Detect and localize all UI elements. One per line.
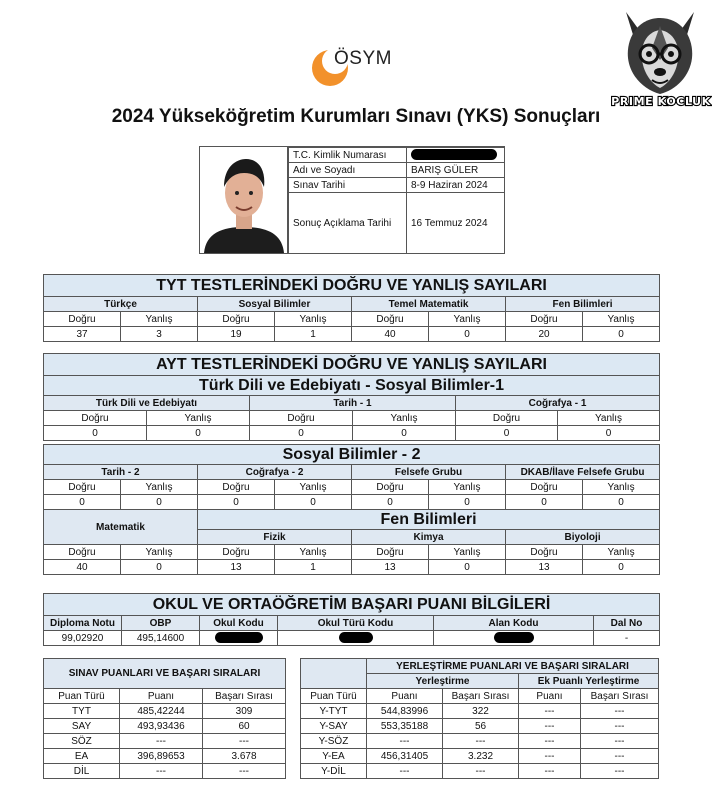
col-label: Doğru xyxy=(506,480,583,495)
score-value: 396,89653 xyxy=(120,749,203,764)
score-value: 493,93436 xyxy=(120,719,203,734)
col-label: Yanlış xyxy=(429,312,506,327)
score-cell: 13 xyxy=(352,560,429,575)
score-header: Başarı Sırası xyxy=(203,689,286,704)
obp-title: OKUL VE ORTAÖĞRETİM BAŞARI PUANI BİLGİLERİ xyxy=(44,594,660,616)
col-label: Doğru xyxy=(44,312,121,327)
exam-scores-panel xyxy=(43,658,285,779)
ayt-subject-header: Coğrafya - 1 xyxy=(456,396,660,411)
score-type: Y-SÖZ xyxy=(301,734,367,749)
score-cell: 0 xyxy=(558,426,660,441)
candidate-info-table xyxy=(288,147,505,254)
score-cell: 0 xyxy=(583,327,660,342)
tyt-subject-header: Sosyal Bilimler xyxy=(198,297,352,312)
name-row xyxy=(289,163,505,178)
math-header: Matematik xyxy=(44,510,198,545)
ayt-subject-header: Türk Dili ve Edebiyatı xyxy=(44,396,250,411)
score-cell: 19 xyxy=(198,327,275,342)
rank-value: --- xyxy=(443,764,519,779)
col-label: Yanlış xyxy=(583,545,660,560)
bonus-score-value: --- xyxy=(519,749,581,764)
obp-value: 495,14600 xyxy=(122,631,200,646)
bonus-score-value: --- xyxy=(519,704,581,719)
score-cell: 1 xyxy=(275,560,352,575)
tyt-subject-header: Fen Bilimleri xyxy=(506,297,660,312)
score-cell: 1 xyxy=(275,327,352,342)
ayt-title: AYT TESTLERİNDEKİ DOĞRU VE YANLIŞ SAYILARI xyxy=(44,354,660,376)
exam-date-row xyxy=(289,178,505,193)
col-label: Yanlış xyxy=(121,312,198,327)
tyt-subject-header: Temel Matematik xyxy=(352,297,506,312)
score-type: Y-DİL xyxy=(301,764,367,779)
col-label: Yanlış xyxy=(429,545,506,560)
score-header: Başarı Sırası xyxy=(581,689,659,704)
score-cell: 40 xyxy=(44,560,121,575)
score-cell: 37 xyxy=(44,327,121,342)
candidate-photo xyxy=(200,147,288,253)
exam-scores-title: SINAV PUANLARI VE BAŞARI SIRALARI xyxy=(44,659,286,689)
exam-date-label: Sınav Tarihi xyxy=(289,178,407,193)
page-title: 2024 Yükseköğretim Kurumları Sınavı (YKS) Sonuçları xyxy=(111,106,601,127)
score-cell: 0 xyxy=(353,426,456,441)
col-label: Yanlış xyxy=(583,480,660,495)
score-cell: 40 xyxy=(352,327,429,342)
name-label: Adı ve Soyadı xyxy=(289,163,407,178)
rank-value: 3.232 xyxy=(443,749,519,764)
osym-logo xyxy=(312,46,412,90)
result-date-value: 16 Temmuz 2024 xyxy=(407,193,505,254)
bonus-placement-group-header: Ek Puanlı Yerleştirme xyxy=(519,674,659,689)
tc-label: T.C. Kimlik Numarası xyxy=(289,148,407,163)
col-label: Doğru xyxy=(198,312,275,327)
ayt-subject-header: DKAB/İlave Felsefe Grubu xyxy=(506,465,660,480)
score-cell: 13 xyxy=(506,560,583,575)
fen-title: Fen Bilimleri xyxy=(198,510,660,530)
col-label: Doğru xyxy=(506,545,583,560)
tc-row xyxy=(289,148,505,163)
bonus-rank-value: --- xyxy=(581,764,659,779)
result-date-row xyxy=(289,193,505,254)
ayt-table-2 xyxy=(43,444,660,575)
bonus-rank-value: --- xyxy=(581,734,659,749)
rank-value: --- xyxy=(443,734,519,749)
col-label: Doğru xyxy=(352,545,429,560)
rank-value: 322 xyxy=(443,704,519,719)
logo-text: ÖSYM xyxy=(334,48,392,69)
score-type: SÖZ xyxy=(44,734,120,749)
field-code-redacted xyxy=(434,631,594,646)
bonus-score-value: --- xyxy=(519,734,581,749)
tyt-title: TYT TESTLERİNDEKİ DOĞRU VE YANLIŞ SAYILARI xyxy=(44,275,660,297)
person-icon xyxy=(200,147,288,253)
score-type: DİL xyxy=(44,764,120,779)
placement-scores-title: YERLEŞTİRME PUANLARI VE BAŞARI SIRALARI xyxy=(367,659,659,674)
col-label: Doğru xyxy=(506,312,583,327)
fen-subject-header: Fizik xyxy=(198,530,352,545)
placement-group-header: Yerleştirme xyxy=(367,674,519,689)
score-type: Y-TYT xyxy=(301,704,367,719)
watermark-wolf-logo xyxy=(611,4,711,114)
ayt-table-1 xyxy=(43,353,660,441)
placement-scores-table xyxy=(300,658,659,779)
fen-subject-header: Biyoloji xyxy=(506,530,660,545)
rank-value: 56 xyxy=(443,719,519,734)
col-label: Yanlış xyxy=(583,312,660,327)
wolf-icon xyxy=(612,4,708,96)
obp-header: Okul Türü Kodu xyxy=(278,616,434,631)
obp-header: Diploma Notu xyxy=(44,616,122,631)
score-header: Puanı xyxy=(367,689,443,704)
score-type: TYT xyxy=(44,704,120,719)
fen-subject-header: Kimya xyxy=(352,530,506,545)
col-label: Doğru xyxy=(456,411,558,426)
rank-value: --- xyxy=(203,734,286,749)
school-code-redacted xyxy=(200,631,278,646)
bonus-rank-value: --- xyxy=(581,719,659,734)
tyt-table xyxy=(43,274,660,342)
score-value: --- xyxy=(367,734,443,749)
diploma-value: 99,02920 xyxy=(44,631,122,646)
ayt-subject-header: Felsefe Grubu xyxy=(352,465,506,480)
score-value: 544,83996 xyxy=(367,704,443,719)
score-value: 553,35188 xyxy=(367,719,443,734)
name-value: BARIŞ GÜLER xyxy=(407,163,505,178)
ayt-section2-title: Sosyal Bilimler - 2 xyxy=(44,445,660,465)
obp-header: Alan Kodu xyxy=(434,616,594,631)
col-label: Yanlış xyxy=(275,312,352,327)
obp-table xyxy=(43,593,660,646)
col-label: Yanlış xyxy=(429,480,506,495)
score-cell: 0 xyxy=(583,495,660,510)
obp-header: Dal No xyxy=(594,616,660,631)
bonus-score-value: --- xyxy=(519,764,581,779)
score-type: EA xyxy=(44,749,120,764)
score-type: Y-EA xyxy=(301,749,367,764)
exam-date-value: 8-9 Haziran 2024 xyxy=(407,178,505,193)
score-cell: 0 xyxy=(429,327,506,342)
rank-value: 309 xyxy=(203,704,286,719)
score-cell: 0 xyxy=(44,426,147,441)
score-cell: 0 xyxy=(456,426,558,441)
ayt-subject-header: Tarih - 1 xyxy=(250,396,456,411)
score-cell: 0 xyxy=(352,495,429,510)
score-cell: 0 xyxy=(583,560,660,575)
score-value: --- xyxy=(367,764,443,779)
result-date-label: Sonuç Açıklama Tarihi xyxy=(289,193,407,254)
score-type: SAY xyxy=(44,719,120,734)
score-value: 485,42244 xyxy=(120,704,203,719)
bonus-score-value: --- xyxy=(519,719,581,734)
col-label: Yanlış xyxy=(558,411,660,426)
col-label: Doğru xyxy=(352,480,429,495)
rank-value: --- xyxy=(203,764,286,779)
candidate-info xyxy=(199,146,505,254)
score-cell: 0 xyxy=(44,495,121,510)
bonus-rank-value: --- xyxy=(581,749,659,764)
col-label: Doğru xyxy=(250,411,353,426)
col-label: Yanlış xyxy=(275,545,352,560)
col-label: Doğru xyxy=(352,312,429,327)
tc-value-redacted xyxy=(407,148,505,163)
ayt-section1-title: Türk Dili ve Edebiyatı - Sosyal Bilimler-1 xyxy=(44,376,660,396)
watermark-text: PRIME KOCLUK xyxy=(611,95,711,108)
school-type-code-redacted xyxy=(278,631,434,646)
placement-blank-header xyxy=(301,659,367,689)
score-value: 456,31405 xyxy=(367,749,443,764)
score-cell: 0 xyxy=(429,560,506,575)
score-header: Puanı xyxy=(519,689,581,704)
score-header: Puanı xyxy=(120,689,203,704)
score-value: --- xyxy=(120,734,203,749)
score-cell: 20 xyxy=(506,327,583,342)
exam-scores-table xyxy=(43,658,286,779)
ayt-subject-header: Coğrafya - 2 xyxy=(198,465,352,480)
col-label: Doğru xyxy=(198,545,275,560)
score-cell: 13 xyxy=(198,560,275,575)
score-header: Puan Türü xyxy=(301,689,367,704)
col-label: Yanlış xyxy=(275,480,352,495)
score-cell: 0 xyxy=(275,495,352,510)
obp-header: Okul Kodu xyxy=(200,616,278,631)
score-cell: 0 xyxy=(429,495,506,510)
tyt-subject-header: Türkçe xyxy=(44,297,198,312)
score-cell: 0 xyxy=(250,426,353,441)
bonus-rank-value: --- xyxy=(581,704,659,719)
col-label: Doğru xyxy=(44,411,147,426)
score-cell: 0 xyxy=(198,495,275,510)
score-cell: 0 xyxy=(506,495,583,510)
rank-value: 3.678 xyxy=(203,749,286,764)
rank-value: 60 xyxy=(203,719,286,734)
score-cell: 0 xyxy=(147,426,250,441)
dal-no-value: - xyxy=(594,631,660,646)
col-label: Doğru xyxy=(198,480,275,495)
score-cell: 0 xyxy=(121,495,198,510)
col-label: Yanlış xyxy=(121,480,198,495)
placement-scores-panel xyxy=(300,658,658,779)
score-header: Puan Türü xyxy=(44,689,120,704)
ayt-subject-header: Tarih - 2 xyxy=(44,465,198,480)
col-label: Doğru xyxy=(44,545,121,560)
col-label: Yanlış xyxy=(147,411,250,426)
col-label: Yanlış xyxy=(121,545,198,560)
obp-header: OBP xyxy=(122,616,200,631)
score-cell: 0 xyxy=(121,560,198,575)
score-cell: 3 xyxy=(121,327,198,342)
score-value: --- xyxy=(120,764,203,779)
col-label: Doğru xyxy=(44,480,121,495)
score-type: Y-SAY xyxy=(301,719,367,734)
col-label: Yanlış xyxy=(353,411,456,426)
score-header: Başarı Sırası xyxy=(443,689,519,704)
